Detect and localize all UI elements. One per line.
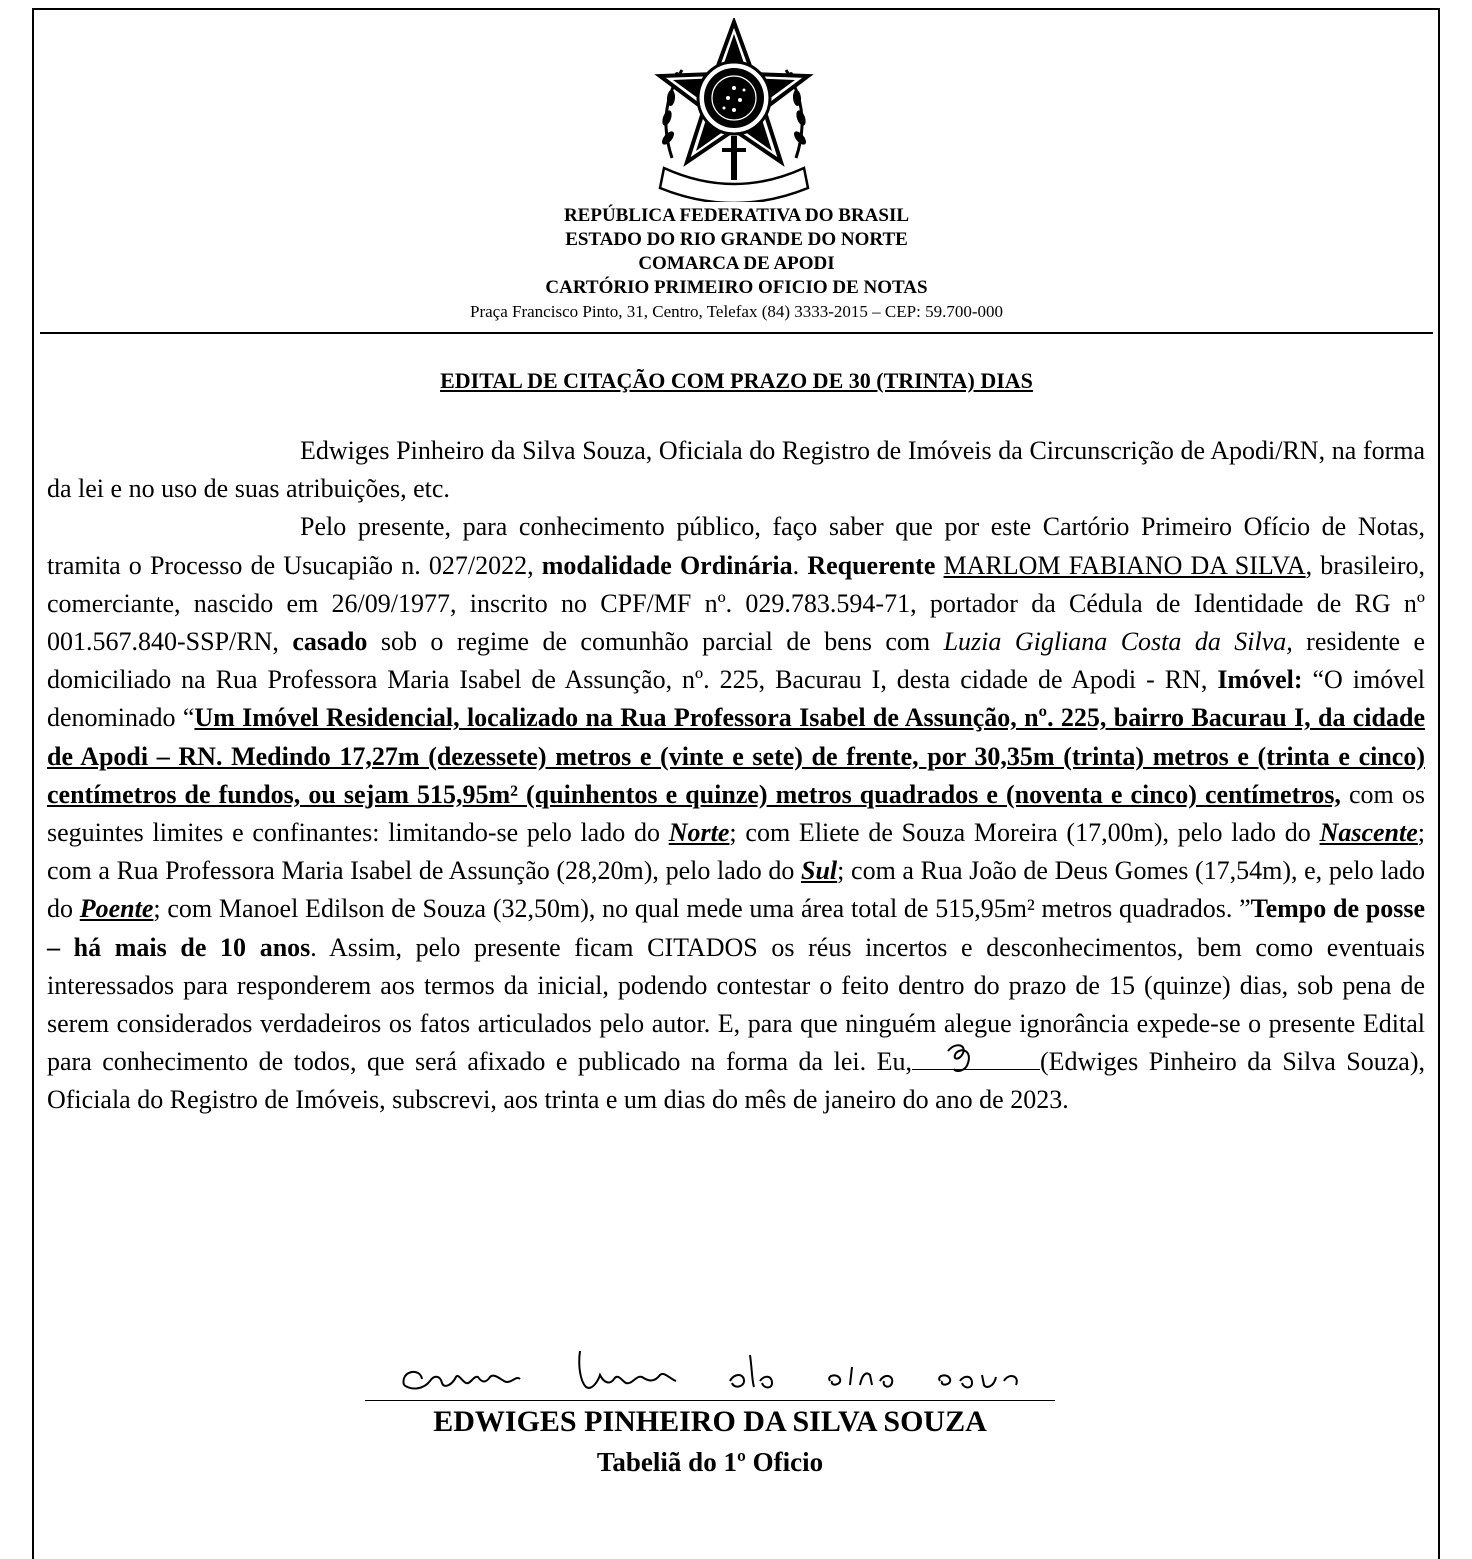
signer-name: EDWIGES PINHEIRO DA SILVA SOUZA: [433, 1405, 987, 1438]
header-registry: CARTÓRIO PRIMEIRO OFICIO DE NOTAS: [545, 277, 928, 298]
letterhead: [40, 204, 1433, 323]
text-segment: “O imóvel denominado “: [47, 665, 1425, 733]
header-state: ESTADO DO RIO GRANDE DO NORTE: [565, 229, 908, 250]
text-segment: ; com a Rua Professora Maria Isabel de Assunção (28,20m), pelo lado do: [47, 818, 1425, 886]
possession-time: Tempo de posse – há mais de 10 anos: [47, 894, 1426, 962]
document-title: [40, 366, 1433, 396]
header-district: COMARCA DE APODI: [638, 253, 835, 274]
main-paragraph: [47, 508, 1425, 1119]
applicant-label: Requerente: [807, 550, 936, 580]
spouse-name: Luzia Gigliana Costa da Silva,: [943, 627, 1293, 657]
signer-role: Tabeliã do 1º Oficio: [596, 1447, 824, 1477]
border-top: [32, 8, 1438, 10]
header-address: Praça Francisco Pinto, 31, Centro, Telefax (84) 3333-2015 – CEP: 59.700-000: [470, 302, 1003, 321]
property-label: Imóvel:: [1217, 665, 1303, 695]
border-left: [32, 8, 34, 1559]
boundary-west: Poente: [79, 894, 154, 924]
text-segment: ; com Eliete de Souza Moreira (17,00m), pelo lado do: [729, 818, 1320, 848]
header-republic: REPÚBLICA FEDERATIVA DO BRASIL: [563, 205, 910, 226]
initials-blank: [912, 1045, 1040, 1070]
text-segment: sob o regime de comunhão parcial de bens com: [367, 627, 944, 657]
text-segment: (Edwiges Pinheiro da Silva Souza), Oficiala do Registro de Imóveis, subscrevi, aos trinta e um dias do mês de janeiro do ano de 2023.: [47, 1047, 1425, 1115]
text-segment: com os seguintes limites e confinantes: limitando-se pelo lado do: [47, 779, 1425, 848]
text-segment: [935, 551, 943, 580]
property-description: Um Imóvel Residencial, localizado na Rua Professora Isabel de Assunção, nº. 225, bairro Bacurau I, da cidade de Apodi – RN. Medindo 17,27m (dezessete) metros e (vinte e sete) de frente, por 30,35m (trinta) metros e (trinta e cinco) centímetros de fundos, ou sejam 515,95m² (quinhentos e quinze) metros quadrados e (noventa e cinco) centímetros,: [47, 703, 1425, 809]
boundary-east: Nascente: [1319, 818, 1418, 848]
text-segment: . Assim, pelo presente ficam CITADOS os réus incertos e desconhecimentos, bem como eventuais interessados para responderem aos termos da inicial, podendo contestar o feito dentro do prazo de 15 (quinze) dias, sob pena de serem considerados verdadeiros os fatos articulados pelo autor. E, para que ninguém alegue ignorância expede-se o presente Edital para conhecimento de todos, que será afixado e publicado na forma da lei. Eu,: [47, 932, 1425, 1077]
text-segment: , brasileiro, comerciante, nascido em 26/09/1977, inscrito no CPF/MF nº. 029.783.594-71, portador da Cédula de Identidade de RG nº 001.567.840-SSP/RN,: [47, 550, 1425, 657]
document-title-text: EDITAL DE CITAÇÃO COM PRAZO DE 30 (TRINTA) DIAS: [440, 368, 1033, 393]
modality-text: modalidade Ordinária: [541, 550, 793, 580]
document-body: [47, 432, 1425, 1120]
coat-of-arms-icon: [642, 18, 826, 202]
header-divider: [40, 332, 1433, 334]
boundary-north: Norte: [668, 818, 730, 848]
signature-line: [365, 1400, 1055, 1401]
text-segment: ; com Manoel Edilson de Souza (32,50m), no qual mede uma área total de 515,95m² metros quadrados. ”: [153, 894, 1251, 924]
boundary-south: Sul: [801, 856, 838, 886]
text-segment: residente e domiciliado na Rua Professora Maria Isabel de Assunção, nº. 225, Bacurau I, desta cidade de Apodi - RN,: [47, 627, 1425, 695]
handwritten-signature: [360, 1345, 1060, 1405]
border-right: [1438, 8, 1440, 1559]
text-segment: ; com a Rua João de Deus Gomes (17,54m), e, pelo lado do: [47, 856, 1425, 924]
intro-paragraph: Edwiges Pinheiro da Silva Souza, Oficiala do Registro de Imóveis da Circunscrição de Apodi/RN, na forma da lei e no uso de suas atribuições, etc.: [47, 436, 1425, 504]
initials-mark-icon: [942, 1041, 982, 1075]
marital-status: casado: [292, 627, 368, 657]
applicant-name: MARLOM FABIANO DA SILVA: [943, 550, 1306, 580]
text-segment: Pelo presente, para conhecimento público, faço saber que por este Cartório Primeiro Ofício de Notas, tramita o Processo de Usucapião n. 027/2022,: [47, 512, 1425, 580]
text-segment: .: [792, 550, 808, 580]
